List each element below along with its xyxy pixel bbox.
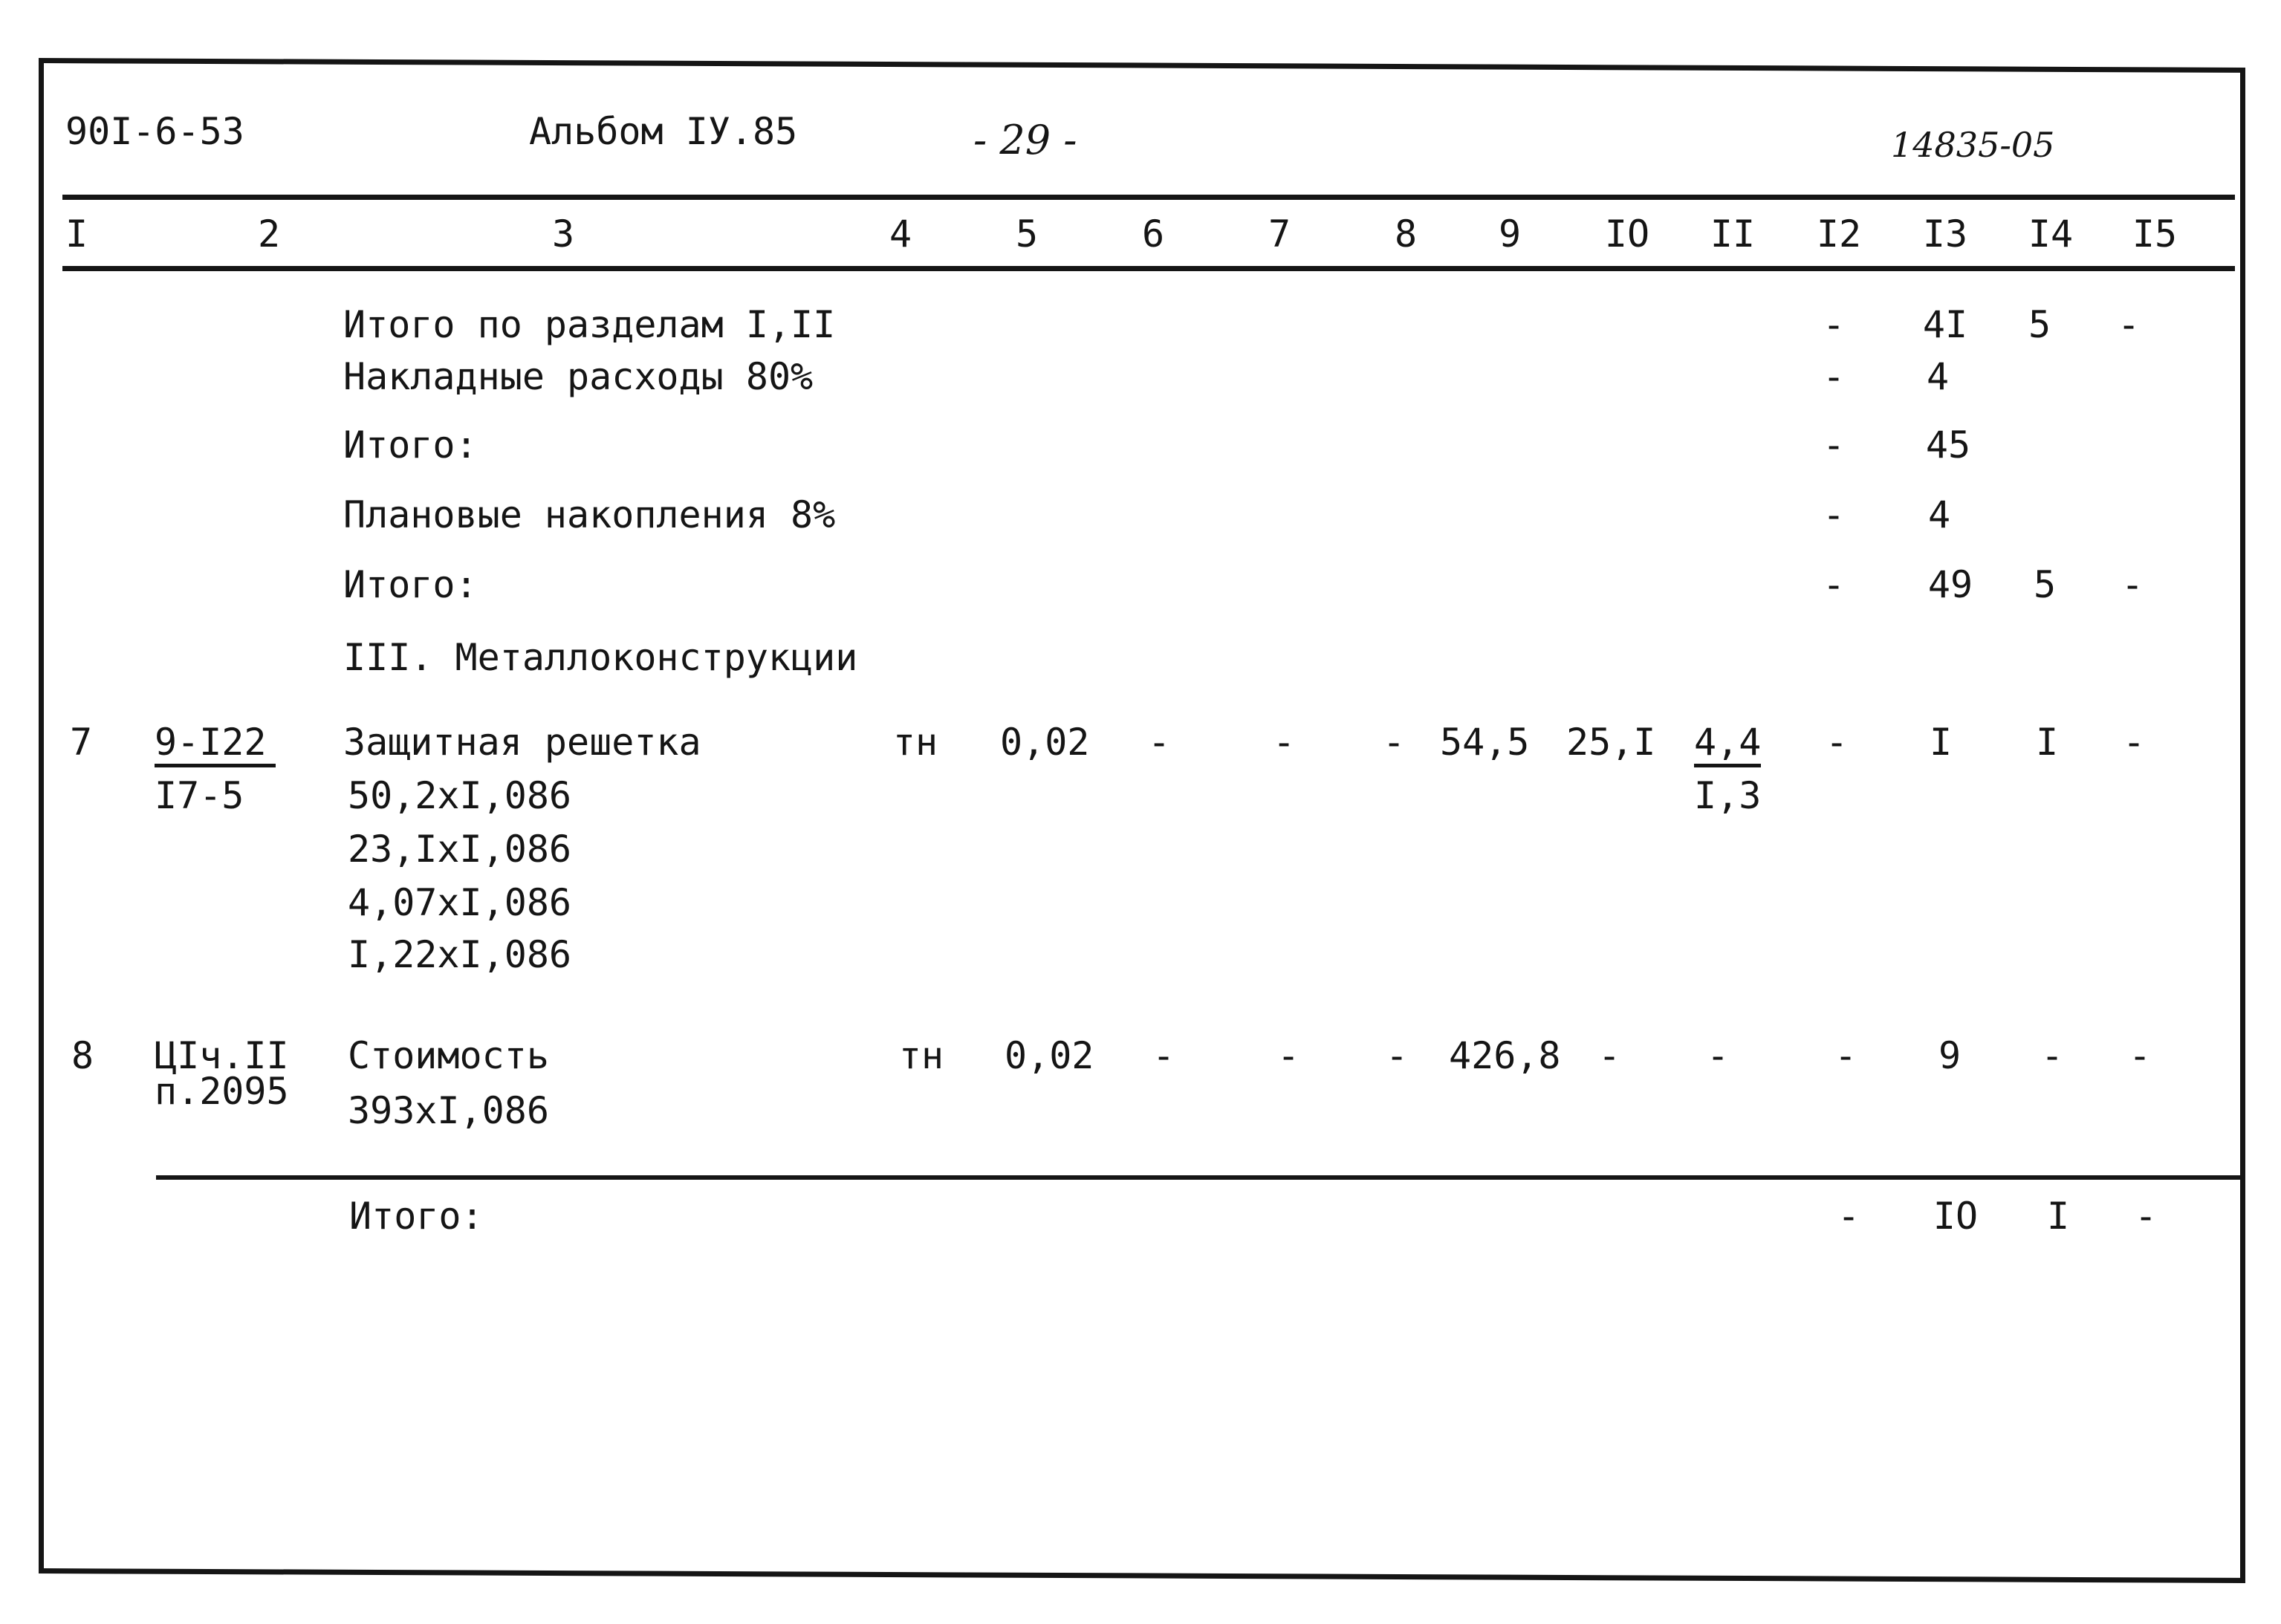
cell-col14: -: [2040, 1034, 2064, 1077]
unit: тн: [892, 721, 938, 764]
cell-col12: -: [1822, 303, 1846, 346]
cell-col9: 426,8: [1449, 1034, 1561, 1077]
column-header: I4: [2028, 212, 2074, 256]
cell-col13: 49: [1927, 563, 1973, 606]
calc-line: I,22xI,086: [348, 933, 572, 976]
cell-col12: -: [1822, 355, 1846, 398]
column-header: 4: [889, 212, 912, 256]
cell-col12: -: [1834, 1034, 1857, 1077]
column-header: I3: [1922, 212, 1968, 256]
cell-col15: -: [2117, 303, 2141, 346]
cell-col14: I: [2046, 1195, 2070, 1238]
album-label: Альбом IУ.85: [529, 110, 798, 153]
row-number: 7: [70, 721, 93, 764]
cell-col13: 45: [1925, 423, 1971, 467]
cell-col11-numerator: 4,4: [1694, 724, 1761, 767]
column-header: 7: [1268, 212, 1291, 256]
cell-col13: 4I: [1922, 303, 1968, 346]
cell-col12: -: [1822, 423, 1846, 467]
total-rule: [156, 1175, 2242, 1180]
page-frame: [39, 58, 2245, 1583]
cell-col15: -: [2134, 1195, 2158, 1238]
cell-col15: -: [2128, 1034, 2152, 1077]
column-header: I2: [1816, 212, 1862, 256]
cell-col10: -: [1597, 1034, 1621, 1077]
column-header: 8: [1394, 212, 1418, 256]
item-name: Стоимость: [348, 1034, 549, 1077]
cell-col14: I: [2035, 721, 2059, 764]
unit: тн: [898, 1034, 944, 1077]
cell-col12: -: [1825, 721, 1849, 764]
cell-col13: IO: [1933, 1195, 1979, 1238]
row-label: Итого:: [343, 563, 478, 606]
cell-col8: -: [1385, 1034, 1409, 1077]
doc-number: 14835-05: [1891, 125, 2055, 165]
column-header: 5: [1015, 212, 1039, 256]
column-header: IO: [1604, 212, 1650, 256]
row-label: Накладные расходы 80%: [343, 355, 814, 398]
cell-col13: I: [1929, 721, 1953, 764]
cell-col15: -: [2122, 721, 2146, 764]
row-label: Итого:: [343, 423, 478, 467]
cell-col8: -: [1382, 721, 1406, 764]
column-header: 2: [257, 212, 281, 256]
ref-line-2: п.2095: [155, 1070, 289, 1113]
cell-col14: 5: [2028, 303, 2051, 346]
cell-col6: -: [1152, 1034, 1175, 1077]
cell-col6: -: [1147, 721, 1171, 764]
calc-line: 4,07xI,086: [348, 881, 572, 924]
quantity: 0,02: [1005, 1034, 1094, 1077]
ref-denominator: I7-5: [155, 774, 244, 817]
row-label: Плановые накопления 8%: [343, 493, 836, 536]
column-header: 6: [1141, 212, 1165, 256]
column-header: I5: [2132, 212, 2178, 256]
row-number: 8: [71, 1034, 94, 1077]
cell-col12: -: [1822, 493, 1846, 536]
cell-col14: 5: [2033, 563, 2057, 606]
column-header: 3: [551, 212, 575, 256]
row-label: Итого по разделам I,II: [343, 303, 836, 346]
column-header: II: [1710, 212, 1756, 256]
column-header: 9: [1498, 212, 1522, 256]
quantity: 0,02: [1000, 721, 1090, 764]
cell-col10: 25,I: [1566, 721, 1656, 764]
ref-numerator: 9-I22: [155, 724, 276, 767]
item-name: Защитная решетка: [343, 721, 701, 764]
cell-col12: -: [1837, 1195, 1860, 1238]
cell-col7: -: [1272, 721, 1296, 764]
cell-col7: -: [1276, 1034, 1300, 1077]
section-heading: III. Металлоконструкции: [343, 636, 858, 679]
calc-line: 50,2xI,086: [348, 774, 572, 817]
cell-col12: -: [1822, 563, 1846, 606]
header-top-rule: [62, 195, 2235, 200]
cell-col13: 4: [1927, 493, 1951, 536]
cell-col11: -: [1706, 1034, 1730, 1077]
calc-line: 393xI,086: [348, 1089, 549, 1132]
cell-col13: 9: [1938, 1034, 1962, 1077]
document-code: 90I-6-53: [65, 110, 244, 153]
cell-col9: 54,5: [1440, 721, 1530, 764]
column-header: I: [65, 212, 88, 256]
calc-line: 23,IxI,086: [348, 828, 572, 871]
ref-line-1: ЦIч.II: [155, 1034, 289, 1077]
cell-col13: 4: [1926, 355, 1950, 398]
page-number: - 29 -: [973, 117, 1077, 163]
cell-col15: -: [2121, 563, 2144, 606]
row-label: Итого:: [349, 1195, 484, 1238]
cell-col11-denominator: I,3: [1694, 774, 1762, 817]
header-bottom-rule: [62, 266, 2235, 271]
